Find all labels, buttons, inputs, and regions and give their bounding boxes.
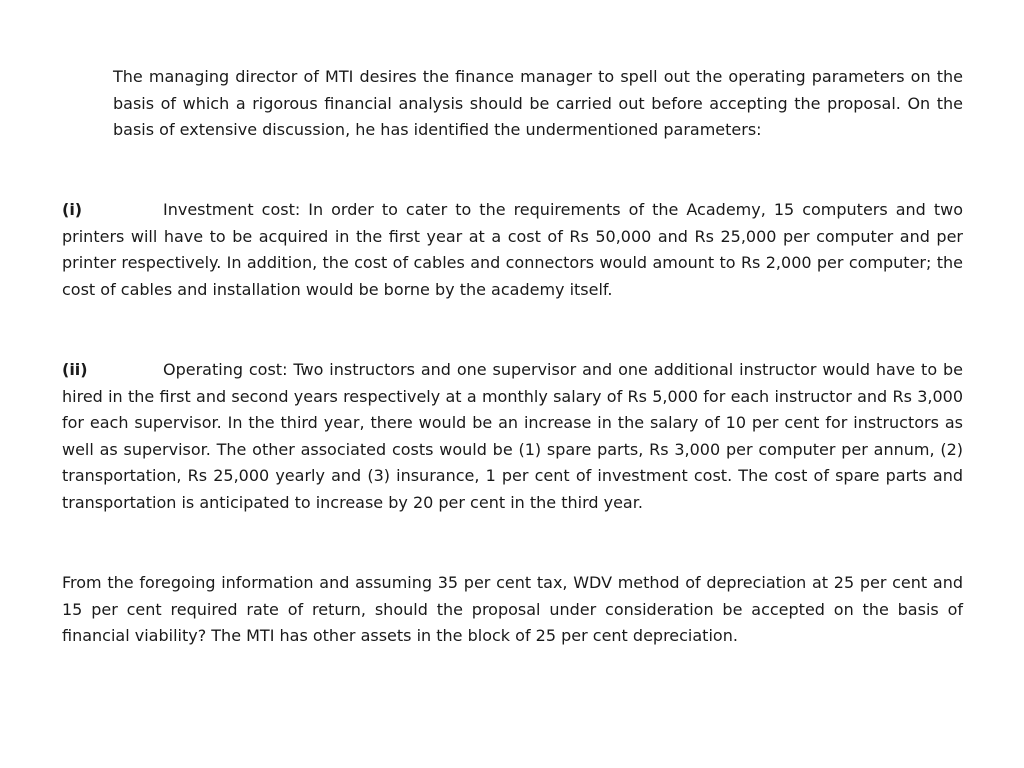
closing-question-paragraph: From the foregoing information and assuming 35 per cent tax, WDV method of depreciation at 25 per cent and 15 per cent required rate of return, should the proposal under consideration be accepted on the basis of financial viability? The MTI has other assets in the block of 25 per cent depreciation. — [62, 573, 963, 646]
item-text: Operating cost: Two instructors and one supervisor and one additional instructor would have to be hired in the first and second years respectively at a monthly salary of Rs 5,000 for each instructor and Rs 3,000 for each supervisor. In the third year, there would be an increase in the salary of 10 per cent for instructors as well as supervisor. The other associated costs would be (1) spare parts, Rs 3,000 per computer per annum, (2) transportation, Rs 25,000 yearly and (3) insurance, 1 per cent of investment cost. The cost of spare parts and transportation is anticipated to increase by 20 per cent in the third year. — [62, 360, 963, 512]
item-text: Investment cost: In order to cater to the requirements of the Academy, 15 computers and two printers will have to be acquired in the first year at a cost of Rs 50,000 and Rs 25,000 per computer and per printer respectively. In addition, the cost of cables and connectors would amount to Rs 2,000 per computer; the cost of cables and installation would be borne by the academy itself. — [62, 200, 963, 299]
item-marker: (i) — [62, 200, 83, 219]
item-marker: (ii) — [62, 360, 88, 379]
intro-paragraph: The managing director of MTI desires the finance manager to spell out the operating parameters on the basis of which a rigorous financial analysis should be carried out before accepting the proposal. On the basis of extensive discussion, he has identified the undermentioned parameters: — [113, 67, 963, 140]
parameter-item-operating-cost — [62, 357, 963, 517]
parameter-item-investment-cost — [62, 197, 963, 303]
